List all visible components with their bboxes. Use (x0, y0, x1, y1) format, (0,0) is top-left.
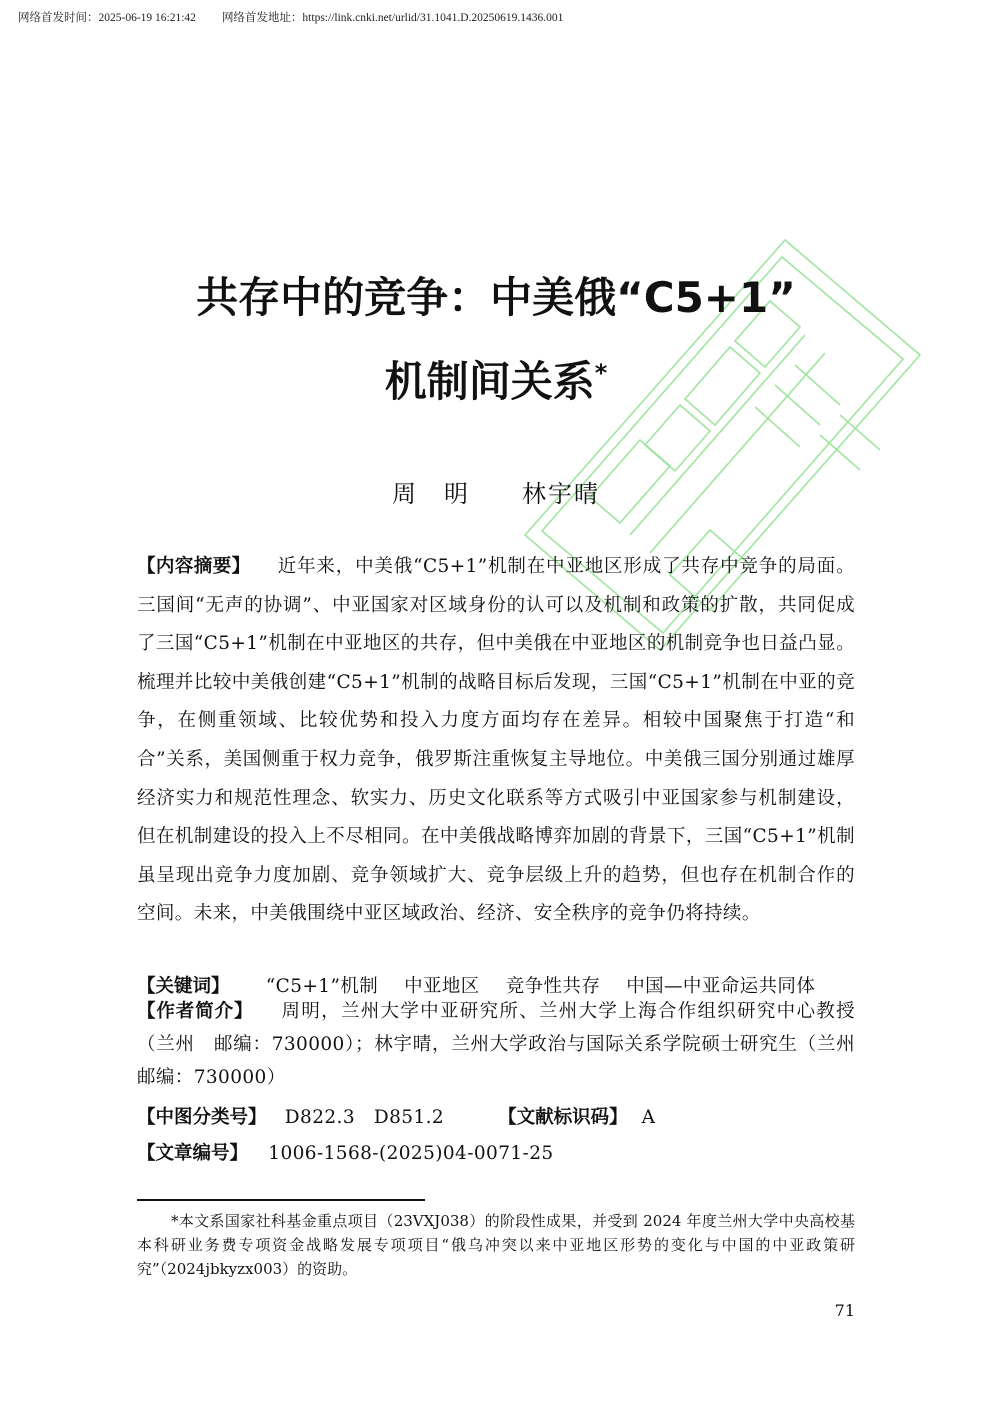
abstract (137, 548, 855, 934)
page-number: 71 (834, 1301, 855, 1320)
footnote: *本文系国家社科基金重点项目（23VXJ038）的阶段性成果，并受到 2024 年度兰州大学中央高校基本科研业务费专项资金战略发展专项项目“俄乌冲突以来中亚地区形势的变化与中国的中亚政策研究”（2024jbkyzx003）的资助。 (137, 1212, 855, 1278)
doc-code-label: 【文献标识码】 (498, 1107, 628, 1128)
title-line-2-text: 机制间关系 (384, 357, 595, 406)
article-no-row (137, 1139, 855, 1165)
author-intro-text: 周明，兰州大学中亚研究所、兰州大学上海合作组织研究中心教授（兰州 邮编：730000）；林宇晴，兰州大学政治与国际关系学院硕士研究生（兰州 邮编：730000） (137, 1001, 874, 1088)
title-footnote-mark[interactable]: * (594, 359, 608, 387)
publish-info (18, 9, 563, 25)
title-line-1: 共存中的竞争：中美俄“C5+1” (196, 273, 796, 322)
article-no-value: 1006-1568-(2025)04-0071-25 (268, 1143, 554, 1164)
author-intro (137, 995, 874, 1094)
abstract-text: 近年来，中美俄“C5+1”机制在中亚地区形成了共存中竞争的局面。三国间“无声的协调”、中亚国家对区域身份的认可以及机制和政策的扩散，共同促成了三国“C5+1”机制在中亚地区的共存，但中美俄在中亚地区的机制竞争也日益凸显。梳理并比较中美俄创建“C5+1”机制的战略目标后发现，三国“C5+1”机制在中亚的竞争，在侧重领域、比较优势和投入力度方面均存在差异。相较中国聚焦于打造“和合”关系，美国侧重于权力竞争，俄罗斯注重恢复主导地位。中美俄三国分别通过雄厚经济实力和规范性理念、软实力、历史文化联系等方式吸引中亚国家参与机制建设，但在机制建设的投入上不尽相同。在中美俄战略博弈加剧的背景下，三国“C5+1”机制虽呈现出竞争力度加剧、竞争领域扩大、竞争层级上升的趋势，但也存在机制合作的空间。未来，中美俄围绕中亚区域政治、经济、安全秩序的竞争仍将持续。 (137, 556, 855, 925)
authors: 周 明 林宇晴 (392, 480, 600, 508)
classification-label: 【中图分类号】 (137, 1107, 267, 1128)
author-intro-label: 【作者简介】 (137, 1001, 254, 1022)
article-no-label: 【文章编号】 (137, 1143, 249, 1164)
publish-url[interactable]: 网络首发地址：https://link.cnki.net/urlid/31.1041.D.20250619.1436.001 (221, 12, 564, 24)
title-line-2 (0, 357, 992, 406)
abstract-label: 【内容摘要】 (137, 556, 251, 577)
keywords-label: 【关键词】 (137, 976, 230, 997)
publish-time: 网络首发时间：2025-06-19 16:21:42 (18, 12, 196, 24)
keyword-item: “C5+1”机制 (265, 976, 379, 997)
classification-value: D822.3 D851.2 (284, 1107, 445, 1128)
keyword-item: 中亚地区 (404, 976, 480, 997)
keyword-item: 中国—中亚命运共同体 (626, 976, 816, 997)
classification-row (137, 1103, 855, 1129)
keyword-item: 竞争性共存 (505, 976, 601, 997)
footnote-divider (137, 1199, 425, 1201)
doc-code-value: A (641, 1107, 656, 1128)
